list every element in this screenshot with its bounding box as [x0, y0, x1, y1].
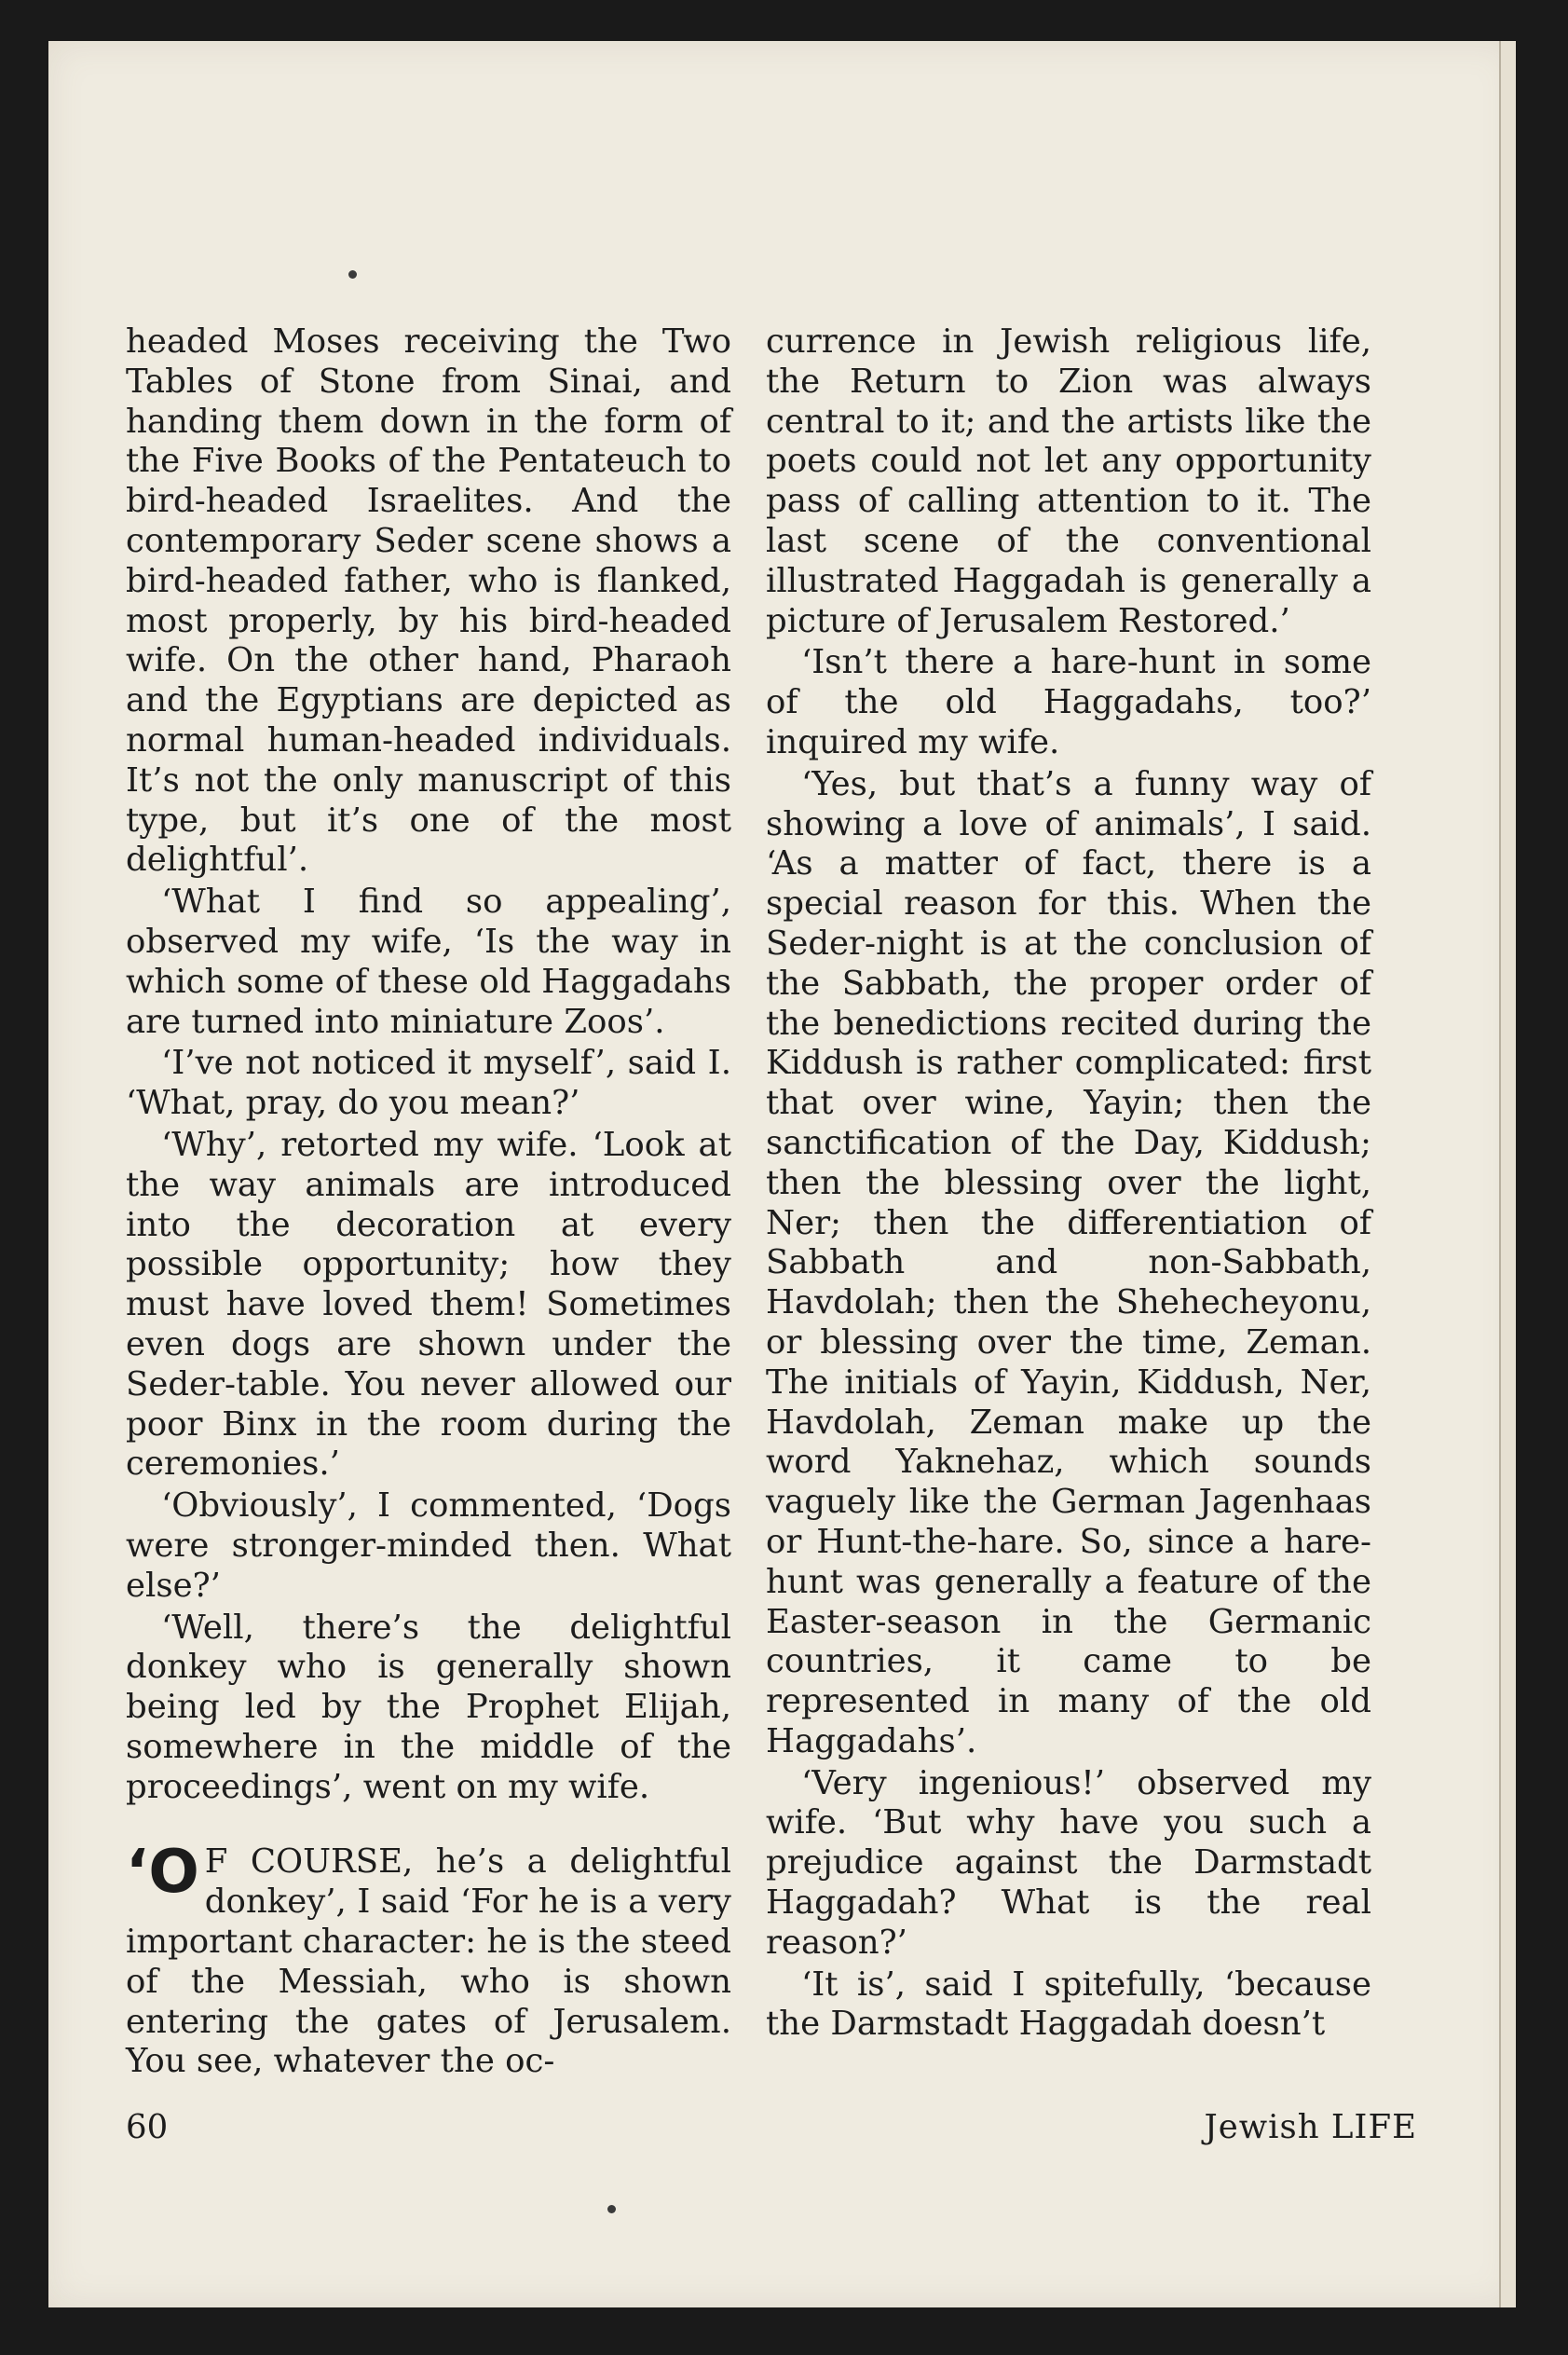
right-column: [766, 322, 1371, 2045]
paragraph: ‘Very ingenious!’ observed my wife. ‘But why have you such a prejudice against the Darmstadt Haggadah? What is the real reason?’: [766, 1763, 1371, 1962]
paragraph: ‘What I find so appealing’, observed my wife, ‘Is the way in which some of these old Haggadahs are turned into miniature Zoos’.: [126, 883, 731, 1041]
paragraph: ‘It is’, said I spitefully, ‘because the Darmstadt Haggadah doesn’t: [766, 1965, 1371, 2044]
ink-speck: [607, 2205, 616, 2213]
drop-cap: ‘O: [126, 1838, 199, 1908]
drop-cap-paragraph-text: F COURSE, he’s a delightful donkey’, I said ‘For he is a very important character: he is the steed of the Messiah, who is shown entering the gates of Jerusalem. You see, whatever the oc-: [126, 1842, 732, 2081]
running-title: Jewish LIFE: [1204, 2108, 1417, 2146]
paragraph: ‘Obviously’, I commented, ‘Dogs were stronger-minded then. What else?’: [126, 1486, 731, 1605]
drop-cap-paragraph: [126, 1838, 732, 2082]
ink-speck: [348, 270, 357, 279]
page-spine-edge: [1499, 41, 1516, 2307]
page: [48, 41, 1516, 2307]
paragraph: ‘Isn’t there a hare-hunt in some of the old Haggadahs, too?’ inquired my wife.: [766, 643, 1371, 761]
paragraph: ‘Well, there’s the delightful donkey who is generally shown being led by the Prophet Elijah, somewhere in the middle of the proceedings’, went on my wife.: [126, 1608, 731, 1806]
left-column: [126, 322, 731, 2082]
paragraph: ‘Yes, but that’s a funny way of showing a love of animals’, I said. ‘As a matter of fact, there is a special reason for this. When the Seder-night is at the conclusion of the Sabbath, the proper order of the benedictions recited during the Kiddush is rather complicated: first that over wine, Yayin; then the sanctification of the Day, Kiddush; then the blessing over the light, Ner; then the differentiation of Sabbath and non-Sabbath, Havdolah; then the Shehecheyonu, or blessing over the time, Zeman. The initials of Yayin, Kiddush, Ner, Havdolah, Zeman make up the word Yaknehaz, which sounds vaguely like the German Jagenhaas or Hunt-the-hare. So, since a hare-hunt was generally a feature of the Easter-season in the Germanic countries, it came to be represented in many of the old Haggadahs’.: [766, 764, 1371, 1760]
paragraph: ‘Why’, retorted my wife. ‘Look at the way animals are introduced into the decoration at every possible opportunity; how they must have loved them! Sometimes even dogs are shown under the Seder-table. You never allowed our poor Binx in the room during the ceremonies.’: [126, 1125, 731, 1484]
paragraph: headed Moses receiving the Two Tables of Stone from Sinai, and handing them down in the form of the Five Books of the Pentateuch to bird-headed Israelites. And the contemporary Seder scene shows a bird-headed father, who is flanked, most properly, by his bird-headed wife. On the other hand, Pharaoh and the Egyptians are depicted as normal human-headed individuals. It’s not the only manuscript of this type, but it’s one of the most delightful’.: [126, 322, 731, 880]
page-number: 60: [126, 2108, 169, 2146]
paragraph: currence in Jewish religious life, the Return to Zion was always central to it; and the artists like the poets could not let any opportunity pass of calling attention to it. The last scene of the conventional illustrated Haggadah is generally a picture of Jerusalem Restored.’: [766, 322, 1371, 640]
paragraph: ‘I’ve not noticed it myself’, said I. ‘What, pray, do you mean?’: [126, 1044, 731, 1123]
